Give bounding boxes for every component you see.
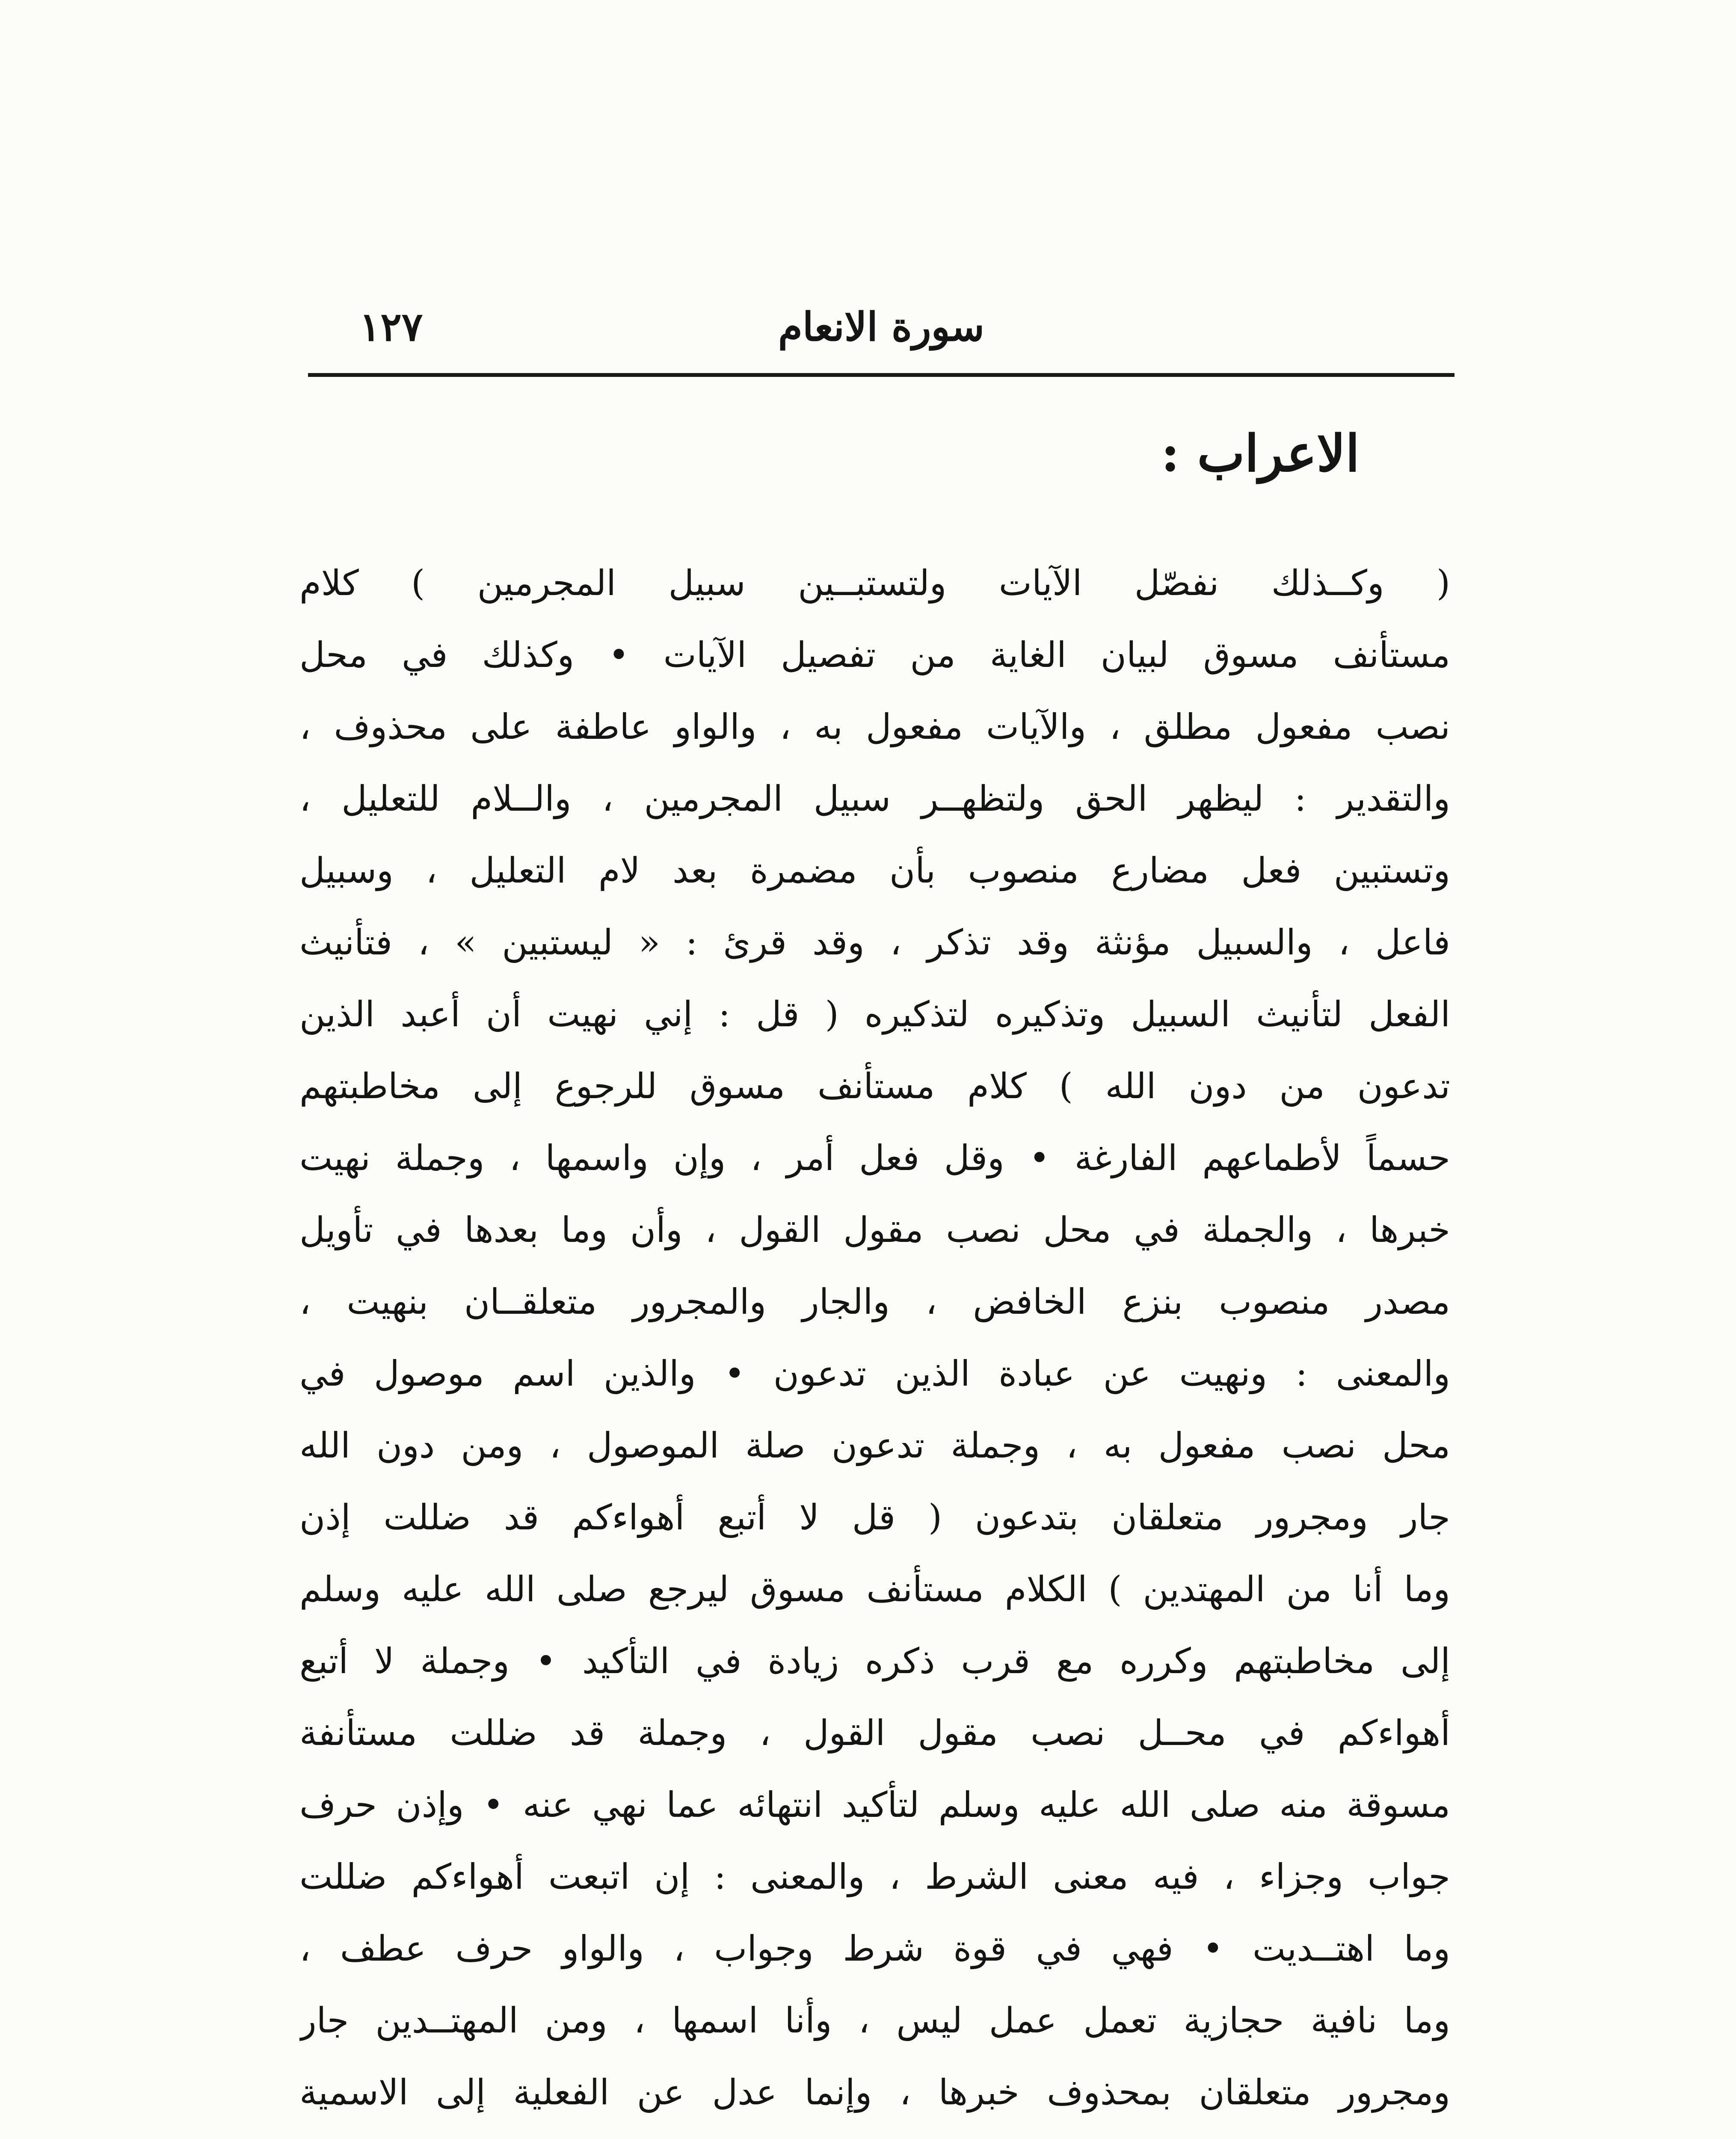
text-line: وما اهتــديت • فهي في قوة شرط وجواب ، والواو حرف عطف ، (299, 1929, 1450, 1969)
page-header (308, 295, 1455, 372)
text-line: وما نافية حجازية تعمل عمل ليس ، وأنا اسمها ، ومن المهتــدين جار (299, 2000, 1450, 2041)
text-line: الفعل لتأنيث السبيل وتذكيره لتذكيره ( قل : إني نهيت أن أعبد الذين (299, 994, 1450, 1035)
text-line: فاعل ، والسبيل مؤنثة وقد تذكر ، وقد قرئ : « ليستبين » ، فتأنيث (299, 922, 1450, 963)
text-line: إلى مخاطبتهم وكرره مع قرب ذكره زيادة في التأكيد • وجملة لا أتبع (299, 1641, 1450, 1682)
text-line: ومجرور متعلقان بمحذوف خبرها ، وإنما عدل عن الفعلية إلى الاسمية (299, 2072, 1450, 2113)
header-rule (308, 373, 1455, 377)
page-number: ١٢٧ (359, 304, 423, 350)
text-line-last (299, 2129, 1450, 2139)
surah-title: سورة الانعام (778, 304, 985, 350)
text-line: تدعون من دون الله ) كلام مستأنف مسوق للرجوع إلى مخاطبتهم (299, 1066, 1450, 1107)
section-heading: الاعراب : (1161, 424, 1360, 483)
text-line: مستأنف مسوق لبيان الغاية من تفصيل الآيات • وكذلك في محل (299, 635, 1450, 675)
body-text (299, 548, 1450, 2139)
text-line: وما أنا من المهتدين ) الكلام مستأنف مسوق ليرجع صلى الله عليه وسلم (299, 1569, 1450, 1610)
text-line: وتستبين فعل مضارع منصوب بأن مضمرة بعد لام التعليل ، وسبيل (299, 850, 1450, 891)
text-line: خبرها ، والجملة في محل نصب مقول القول ، وأن وما بعدها في تأويل (299, 1210, 1450, 1250)
text-line: جار ومجرور متعلقان بتدعون ( قل لا أتبع أهواءكم قد ضللت إذن (299, 1497, 1450, 1538)
text-line: ( وكــذلك نفصّل الآيات ولتستبــين سبيل المجرمين ) كلام (299, 563, 1450, 604)
text-line: حسماً لأطماعهم الفارغة • وقل فعل أمر ، وإن واسمها ، وجملة نهيت (299, 1138, 1450, 1179)
text-line: مسوقة منه صلى الله عليه وسلم لتأكيد انتهائه عما نهي عنه • وإذن حرف (299, 1785, 1450, 1825)
text-line: والمعنى : ونهيت عن عبادة الذين تدعون • والذين اسم موصول في (299, 1354, 1450, 1394)
text-line: جواب وجزاء ، فيه معنى الشرط ، والمعنى : إن اتبعت أهواءكم ضللت (299, 1857, 1450, 1897)
text-line: أهواءكم في محــل نصب مقول القول ، وجملة قد ضللت مستأنفة (299, 1713, 1450, 1754)
text-line: محل نصب مفعول به ، وجملة تدعون صلة الموصول ، ومن دون الله (299, 1425, 1450, 1466)
text-line: نصب مفعول مطلق ، والآيات مفعول به ، والواو عاطفة على محذوف ، (299, 707, 1450, 747)
text-line: مصدر منصوب بنزع الخافض ، والجار والمجرور متعلقــان بنهيت ، (299, 1282, 1450, 1322)
text-line: والتقدير : ليظهر الحق ولتظهــر سبيل المجرمين ، والــلام للتعليل ، (299, 779, 1450, 819)
